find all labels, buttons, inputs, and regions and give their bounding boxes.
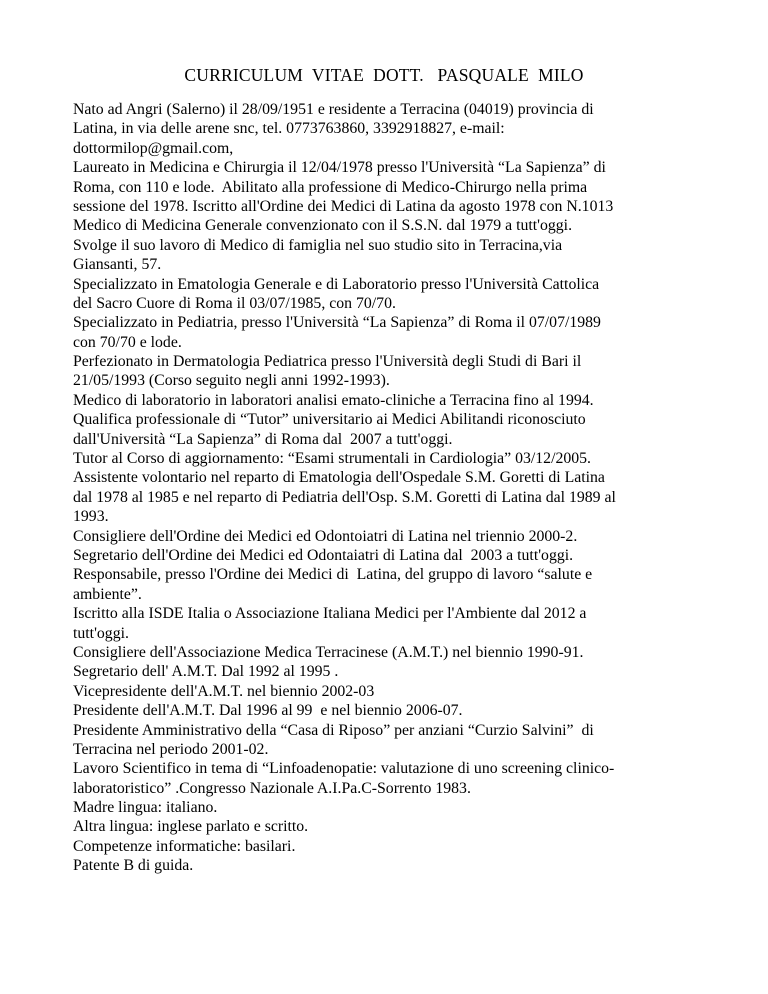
document-line: Patente B di guida.: [73, 857, 194, 875]
document-line: Assistente volontario nel reparto di Ematologia dell'Ospedale S.M. Goretti di Latina: [73, 469, 605, 487]
document-line: Qualifica professionale di “Tutor” universitario ai Medici Abilitandi riconosciuto: [73, 411, 586, 429]
document-line: del Sacro Cuore di Roma il 03/07/1985, con 70/70.: [73, 294, 396, 312]
document-body: [73, 100, 713, 876]
document-line: sessione del 1978. Iscritto all'Ordine dei Medici di Latina da agosto 1978 con N.1013: [73, 197, 614, 215]
document-line: Giansanti, 57.: [73, 256, 162, 274]
document-line: Consigliere dell'Associazione Medica Terracinese (A.M.T.) nel biennio 1990-91.: [73, 643, 584, 661]
document-line: Lavoro Scientifico in tema di “Linfoadenopatie: valutazione di uno screening clinico-: [73, 760, 615, 778]
document-line: con 70/70 e lode.: [73, 333, 182, 351]
document-line: Medico di Medicina Generale convenzionato con il S.S.N. dal 1979 a tutt'oggi.: [73, 217, 573, 235]
document-line: Specializzato in Ematologia Generale e di Laboratorio presso l'Università Cattolica: [73, 275, 600, 293]
document-line: Medico di laboratorio in laboratori analisi emato-cliniche a Terracina fino al 1994.: [73, 391, 594, 409]
document-line: 1993.: [73, 508, 109, 526]
document-line: Iscritto alla ISDE Italia o Associazione Italiana Medici per l'Ambiente dal 2012 a: [73, 605, 587, 623]
document-line: Segretario dell'Ordine dei Medici ed Odontaiatri di Latina dal 2003 a tutt'oggi.: [73, 546, 574, 564]
document-line: 21/05/1993 (Corso seguito negli anni 1992-1993).: [73, 372, 390, 390]
document-line: laboratoristico” .Congresso Nazionale A.I.Pa.C-Sorrento 1983.: [73, 779, 471, 797]
document-line: Svolge il suo lavoro di Medico di famiglia nel suo studio sito in Terracina,via: [73, 236, 563, 254]
document-line: Vicepresidente dell'A.M.T. nel biennio 2002-03: [73, 682, 375, 700]
document-line: Perfezionato in Dermatologia Pediatrica presso l'Università degli Studi di Bari il: [73, 353, 582, 371]
document-line: Presidente Amministrativo della “Casa di Riposo” per anziani “Curzio Salvini” di: [73, 721, 594, 739]
document-line: Responsabile, presso l'Ordine dei Medici di Latina, del gruppo di lavoro “salute e: [73, 566, 593, 584]
document-line: dal 1978 al 1985 e nel reparto di Pediatria dell'Osp. S.M. Goretti di Latina dal 1989 al: [73, 488, 616, 506]
document-line: Madre lingua: italiano.: [73, 799, 218, 817]
document-line: Competenze informatiche: basilari.: [73, 837, 296, 855]
document-title: CURRICULUM VITAE DOTT. PASQUALE MILO: [184, 65, 584, 85]
document-line: Altra lingua: inglese parlato e scritto.: [73, 818, 309, 836]
document-line: Roma, con 110 e lode. Abilitato alla professione di Medico-Chirurgo nella prima: [73, 178, 588, 196]
document-line: dall'Università “La Sapienza” di Roma dal 2007 a tutt'oggi.: [73, 430, 453, 448]
document-line: Tutor al Corso di aggiornamento: “Esami strumentali in Cardiologia” 03/12/2005.: [73, 450, 592, 468]
document-line: Laureato in Medicina e Chirurgia il 12/04/1978 presso l'Università “La Sapienza” di: [73, 159, 606, 177]
document-line: ambiente”.: [73, 585, 142, 603]
document-line: tutt'oggi.: [73, 624, 129, 642]
document-line: dottormilop@gmail.com,: [73, 139, 234, 157]
document-line: Presidente dell'A.M.T. Dal 1996 al 99 e nel biennio 2006-07.: [73, 702, 463, 720]
document-line: Consigliere dell'Ordine dei Medici ed Odontoiatri di Latina nel triennio 2000-2.: [73, 527, 578, 545]
document-line: Terracina nel periodo 2001-02.: [73, 740, 269, 758]
document-line: Specializzato in Pediatria, presso l'Università “La Sapienza” di Roma il 07/07/1989: [73, 314, 601, 332]
document-line: Nato ad Angri (Salerno) il 28/09/1951 e residente a Terracina (04019) provincia di: [73, 101, 594, 118]
document-line: Segretario dell' A.M.T. Dal 1992 al 1995 .: [73, 663, 339, 681]
document-line: Latina, in via delle arene snc, tel. 0773763860, 3392918827, e-mail:: [73, 120, 505, 138]
